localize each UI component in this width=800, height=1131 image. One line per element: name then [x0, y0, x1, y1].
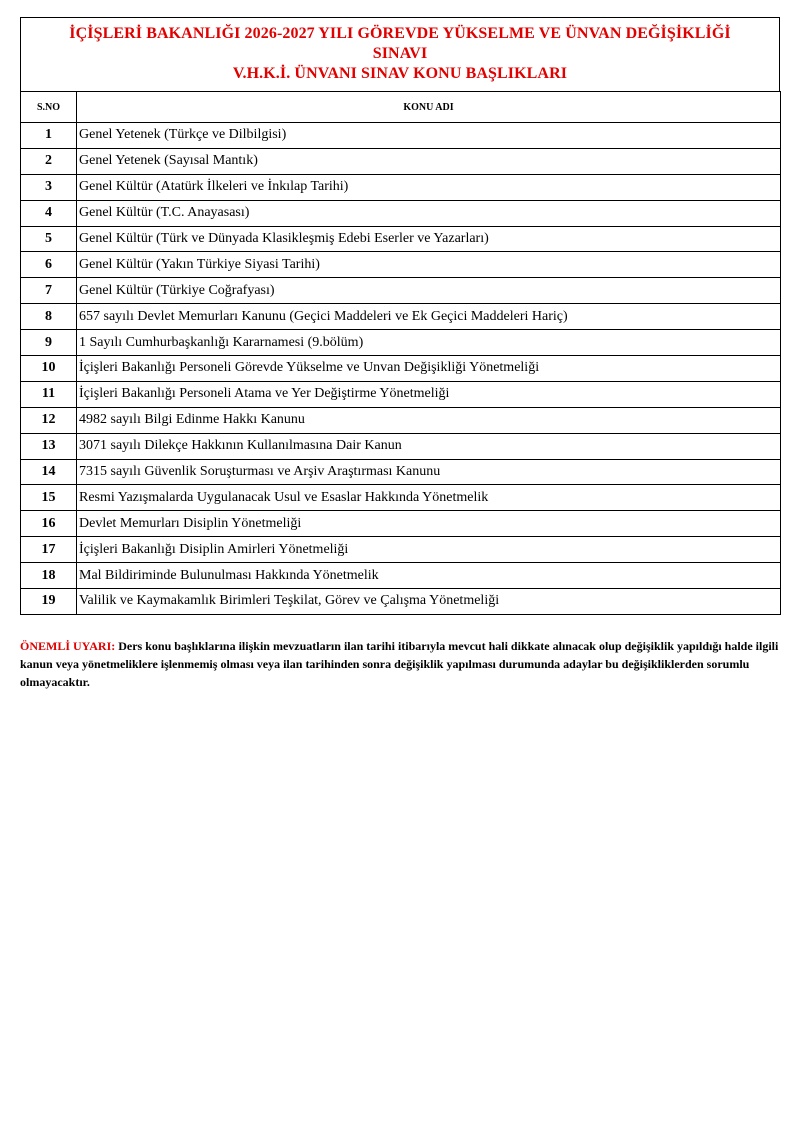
table-row [21, 148, 781, 174]
table-row [21, 563, 781, 589]
subject-name: Genel Kültür (Yakın Türkiye Siyasi Tarihi) [77, 252, 781, 278]
row-number: 5 [21, 226, 77, 252]
row-number: 11 [21, 381, 77, 407]
row-number: 2 [21, 148, 77, 174]
table-row [21, 330, 781, 356]
table-row [21, 381, 781, 407]
row-number: 18 [21, 563, 77, 589]
row-number: 6 [21, 252, 77, 278]
row-number: 4 [21, 200, 77, 226]
table-row [21, 200, 781, 226]
subject-name: İçişleri Bakanlığı Personeli Görevde Yükselme ve Unvan Değişikliği Yönetmeliği [77, 356, 781, 382]
row-number: 1 [21, 123, 77, 149]
subjects-table [20, 91, 781, 615]
subject-name: 3071 sayılı Dilekçe Hakkının Kullanılmasına Dair Kanun [77, 433, 781, 459]
table-row [21, 511, 781, 537]
subject-name: İçişleri Bakanlığı Disiplin Amirleri Yönetmeliği [77, 537, 781, 563]
row-number: 17 [21, 537, 77, 563]
row-number: 16 [21, 511, 77, 537]
table-row [21, 537, 781, 563]
subject-name: Genel Kültür (Türk ve Dünyada Klasikleşmiş Edebi Eserler ve Yazarları) [77, 226, 781, 252]
subject-name: 7315 sayılı Güvenlik Soruşturması ve Arşiv Araştırması Kanunu [77, 459, 781, 485]
document [20, 17, 780, 615]
table-row [21, 174, 781, 200]
table-row [21, 459, 781, 485]
warning-label: ÖNEMLİ UYARI: [20, 639, 116, 653]
title-line-3: V.H.K.İ. ÜNVANI SINAV KONU BAŞLIKLARI [232, 65, 568, 82]
table-row [21, 485, 781, 511]
subject-name: Genel Yetenek (Türkçe ve Dilbilgisi) [77, 123, 781, 149]
row-number: 3 [21, 174, 77, 200]
table-row [21, 252, 781, 278]
table-row [21, 304, 781, 330]
row-number: 12 [21, 407, 77, 433]
subject-name: 657 sayılı Devlet Memurları Kanunu (Geçici Maddeleri ve Ek Geçici Maddeleri Hariç) [77, 304, 781, 330]
table-row [21, 407, 781, 433]
warning-text: Ders konu başlıklarına ilişkin mevzuatların ilan tarihi itibarıyla mevcut hali dikkate alınacak olup değişiklik yapıldığı halde ilgili kanun veya yönetmeliklere işlenmemiş olması veya ilan tarihinden sonra değişiklik yapılması durumunda adaylar bu değişikliklerden sorumlu olmayacaktır. [20, 639, 779, 689]
important-warning [20, 637, 780, 691]
row-number: 19 [21, 589, 77, 615]
table-row [21, 589, 781, 615]
row-number: 7 [21, 278, 77, 304]
table-row [21, 356, 781, 382]
subject-name: Valilik ve Kaymakamlık Birimleri Teşkilat, Görev ve Çalışma Yönetmeliği [77, 589, 781, 615]
row-number: 15 [21, 485, 77, 511]
subject-name: 1 Sayılı Cumhurbaşkanlığı Kararnamesi (9.bölüm) [77, 330, 781, 356]
title-box [20, 17, 780, 91]
subject-name: Genel Kültür (Atatürk İlkeleri ve İnkılap Tarihi) [77, 174, 781, 200]
table-row [21, 433, 781, 459]
subject-name: Genel Yetenek (Sayısal Mantık) [77, 148, 781, 174]
row-number: 14 [21, 459, 77, 485]
header-no: S.NO [21, 92, 77, 123]
row-number: 13 [21, 433, 77, 459]
subject-name: Mal Bildiriminde Bulunulması Hakkında Yönetmelik [77, 563, 781, 589]
header-name: KONU ADI [77, 92, 781, 123]
row-number: 8 [21, 304, 77, 330]
title-line-2: SINAVI [372, 45, 428, 62]
subject-name: Genel Kültür (Türkiye Coğrafyası) [77, 278, 781, 304]
title-line-1: İÇİŞLERİ BAKANLIĞI 2026-2027 YILI GÖREVDE YÜKSELME VE ÜNVAN DEĞİŞİKLİĞİ [69, 25, 731, 42]
subject-name: 4982 sayılı Bilgi Edinme Hakkı Kanunu [77, 407, 781, 433]
table-row [21, 226, 781, 252]
table-row [21, 123, 781, 149]
table-row [21, 278, 781, 304]
subject-name: İçişleri Bakanlığı Personeli Atama ve Yer Değiştirme Yönetmeliği [77, 381, 781, 407]
row-number: 9 [21, 330, 77, 356]
subject-name: Devlet Memurları Disiplin Yönetmeliği [77, 511, 781, 537]
row-number: 10 [21, 356, 77, 382]
subject-name: Genel Kültür (T.C. Anayasası) [77, 200, 781, 226]
subject-name: Resmi Yazışmalarda Uygulanacak Usul ve Esaslar Hakkında Yönetmelik [77, 485, 781, 511]
table-header-row [21, 92, 781, 123]
